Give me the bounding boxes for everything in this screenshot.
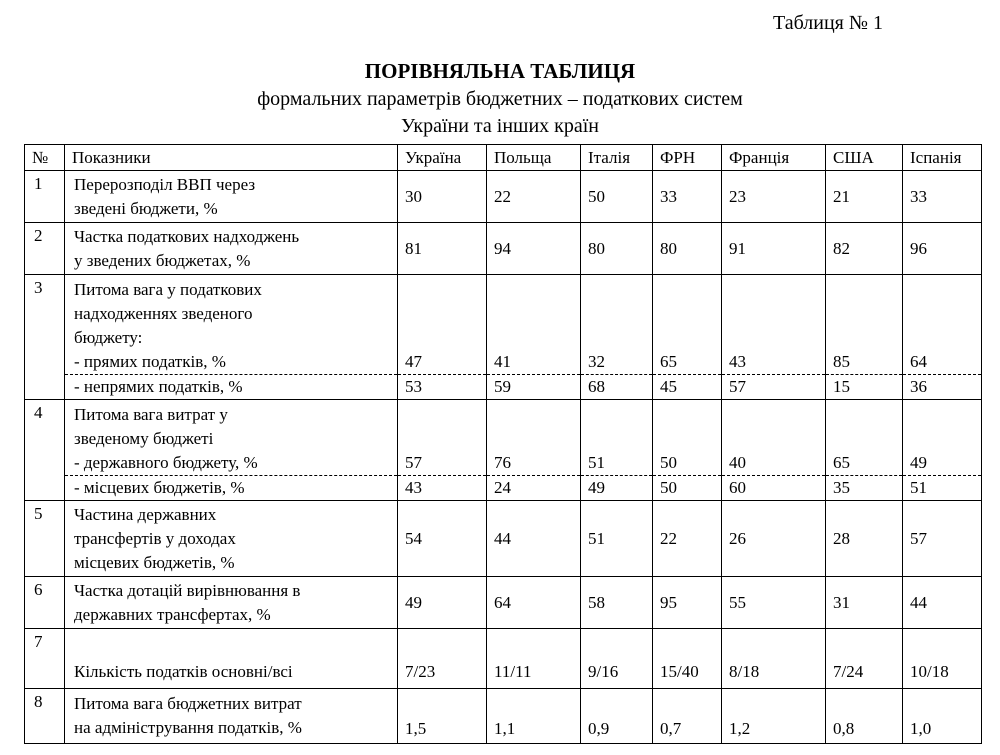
value-cell-usa: 65: [826, 400, 903, 476]
row-number-cell: 4: [25, 400, 65, 476]
row-number-cell: 8: [25, 689, 65, 744]
table-row: [25, 501, 982, 577]
value-cell-poland: 44: [487, 501, 581, 577]
value-cell-germany: 50: [653, 400, 722, 476]
table-number: Таблиця № 1: [773, 12, 883, 34]
value-cell-germany: 45: [653, 374, 722, 400]
row-number-cell: [25, 374, 65, 400]
indicator-label-line: надходженнях зведеного: [74, 303, 253, 323]
value-cell-italy: 49: [581, 475, 653, 501]
value-cell-usa: 28: [826, 501, 903, 577]
value-cell-italy: 68: [581, 374, 653, 400]
value-cell-poland: 1,1: [487, 689, 581, 744]
indicator-label-line: трансфертів у доходах: [74, 528, 236, 548]
value-cell-ukraine: 53: [398, 374, 487, 400]
indicator-label-line: зведеному бюджеті: [74, 428, 214, 448]
value-cell-spain: 96: [903, 223, 982, 275]
value-cell-france: 1,2: [722, 689, 826, 744]
value-cell-france: 8/18: [722, 629, 826, 689]
header-cell-spain: Іспанія: [903, 145, 982, 171]
indicator-label-line: Питома вага бюджетних витрат: [74, 694, 302, 713]
table-row: [25, 275, 982, 375]
indicator-label-line: Питома вага у податкових: [74, 279, 262, 299]
value-cell-spain: 36: [903, 374, 982, 400]
value-cell-ukraine: 7/23: [398, 629, 487, 689]
value-cell-ukraine: 81: [398, 223, 487, 275]
row-number-cell: 2: [25, 223, 65, 275]
header-cell-poland: Польща: [487, 145, 581, 171]
table-row: [25, 577, 982, 629]
value-cell-poland: 94: [487, 223, 581, 275]
table-row: [25, 400, 982, 476]
value-cell-germany: 50: [653, 475, 722, 501]
value-cell-france: 57: [722, 374, 826, 400]
row-number-cell: [25, 475, 65, 501]
row-number-cell: 3: [25, 275, 65, 375]
row-number-cell: 1: [25, 171, 65, 223]
table-row: [25, 223, 982, 275]
indicator-label-line: бюджету:: [74, 327, 143, 347]
value-cell-spain: 51: [903, 475, 982, 501]
value-cell-usa: 31: [826, 577, 903, 629]
table-row: [25, 475, 982, 501]
value-cell-ukraine: 1,5: [398, 689, 487, 744]
indicator-label-line: Перерозподіл ВВП через: [74, 174, 256, 194]
value-cell-france: 55: [722, 577, 826, 629]
indicator-cell: [65, 400, 398, 476]
value-cell-usa: 21: [826, 171, 903, 223]
document-subtitle-line-2: України та інших країн: [400, 115, 600, 137]
indicator-cell: [65, 275, 398, 375]
value-cell-poland: 11/11: [487, 629, 581, 689]
indicator-cell: [65, 475, 398, 501]
value-cell-italy: 51: [581, 501, 653, 577]
value-cell-italy: 9/16: [581, 629, 653, 689]
indicator-cell: [65, 577, 398, 629]
value-cell-ukraine: 54: [398, 501, 487, 577]
row-number-cell: 5: [25, 501, 65, 577]
header-cell-no: №: [25, 145, 65, 171]
row-number-cell: 6: [25, 577, 65, 629]
document-subtitle-line-1: формальних параметрів бюджетних – податкових систем: [257, 88, 743, 110]
indicator-cell: [65, 374, 398, 400]
value-cell-france: 40: [722, 400, 826, 476]
indicator-cell: [65, 223, 398, 275]
value-cell-poland: 59: [487, 374, 581, 400]
header-row: [25, 145, 982, 171]
value-cell-germany: 33: [653, 171, 722, 223]
value-cell-italy: 32: [581, 275, 653, 375]
value-cell-usa: 85: [826, 275, 903, 375]
value-cell-usa: 82: [826, 223, 903, 275]
value-cell-germany: 22: [653, 501, 722, 577]
value-cell-spain: 57: [903, 501, 982, 577]
document-title: ПОРІВНЯЛЬНА ТАБЛИЦЯ: [364, 59, 636, 83]
value-cell-spain: 1,0: [903, 689, 982, 744]
value-cell-spain: 49: [903, 400, 982, 476]
value-cell-spain: 33: [903, 171, 982, 223]
indicator-label-line: - місцевих бюджетів, %: [74, 477, 245, 497]
value-cell-usa: 35: [826, 475, 903, 501]
indicator-label-line: - прямих податків, %: [74, 351, 226, 371]
table-row: [25, 689, 982, 744]
value-cell-ukraine: 30: [398, 171, 487, 223]
header-cell-germany: ФРН: [653, 145, 722, 171]
value-cell-france: 60: [722, 475, 826, 501]
indicator-cell: [65, 629, 398, 689]
value-cell-spain: 10/18: [903, 629, 982, 689]
value-cell-germany: 80: [653, 223, 722, 275]
value-cell-poland: 76: [487, 400, 581, 476]
indicator-label-line: - непрямих податків, %: [74, 376, 243, 396]
value-cell-france: 43: [722, 275, 826, 375]
indicator-label-line: Питома вага витрат у: [74, 404, 228, 424]
value-cell-germany: 0,7: [653, 689, 722, 744]
indicator-label-line: на адміністрування податків, %: [74, 718, 302, 737]
value-cell-germany: 15/40: [653, 629, 722, 689]
value-cell-italy: 0,9: [581, 689, 653, 744]
table-row: [25, 171, 982, 223]
value-cell-italy: 80: [581, 223, 653, 275]
comparison-table: [24, 144, 982, 744]
value-cell-usa: 0,8: [826, 689, 903, 744]
value-cell-france: 91: [722, 223, 826, 275]
indicator-label-line: у зведених бюджетах, %: [74, 250, 251, 270]
indicator-cell: [65, 501, 398, 577]
indicator-label-line: Частина державних: [74, 504, 217, 524]
indicator-label-line: Частка податкових надходжень: [74, 226, 300, 246]
header-cell-usa: США: [826, 145, 903, 171]
value-cell-italy: 50: [581, 171, 653, 223]
value-cell-italy: 58: [581, 577, 653, 629]
header-cell-indicators: Показники: [65, 145, 398, 171]
indicator-cell: [65, 689, 398, 744]
value-cell-ukraine: 47: [398, 275, 487, 375]
value-cell-ukraine: 49: [398, 577, 487, 629]
value-cell-france: 26: [722, 501, 826, 577]
header-cell-italy: Італія: [581, 145, 653, 171]
indicator-label-line: Частка дотацій вирівнювання в: [74, 580, 301, 600]
value-cell-poland: 22: [487, 171, 581, 223]
value-cell-usa: 7/24: [826, 629, 903, 689]
indicator-label-line: - державного бюджету, %: [74, 452, 258, 472]
value-cell-usa: 15: [826, 374, 903, 400]
header-cell-ukraine: Україна: [398, 145, 487, 171]
indicator-cell: [65, 171, 398, 223]
table-row: [25, 374, 982, 400]
value-cell-poland: 64: [487, 577, 581, 629]
value-cell-poland: 24: [487, 475, 581, 501]
value-cell-ukraine: 57: [398, 400, 487, 476]
indicator-label-line: зведені бюджети, %: [74, 198, 218, 218]
value-cell-poland: 41: [487, 275, 581, 375]
indicator-label-line: Кількість податків основні/всі: [74, 662, 293, 681]
indicator-label-line: місцевих бюджетів, %: [74, 552, 235, 572]
indicator-label-line: державних трансфертах, %: [74, 604, 271, 624]
value-cell-germany: 65: [653, 275, 722, 375]
value-cell-spain: 44: [903, 577, 982, 629]
value-cell-ukraine: 43: [398, 475, 487, 501]
value-cell-france: 23: [722, 171, 826, 223]
header-cell-france: Франція: [722, 145, 826, 171]
value-cell-germany: 95: [653, 577, 722, 629]
value-cell-italy: 51: [581, 400, 653, 476]
table-row: [25, 629, 982, 689]
value-cell-spain: 64: [903, 275, 982, 375]
row-number-cell: 7: [25, 629, 65, 689]
